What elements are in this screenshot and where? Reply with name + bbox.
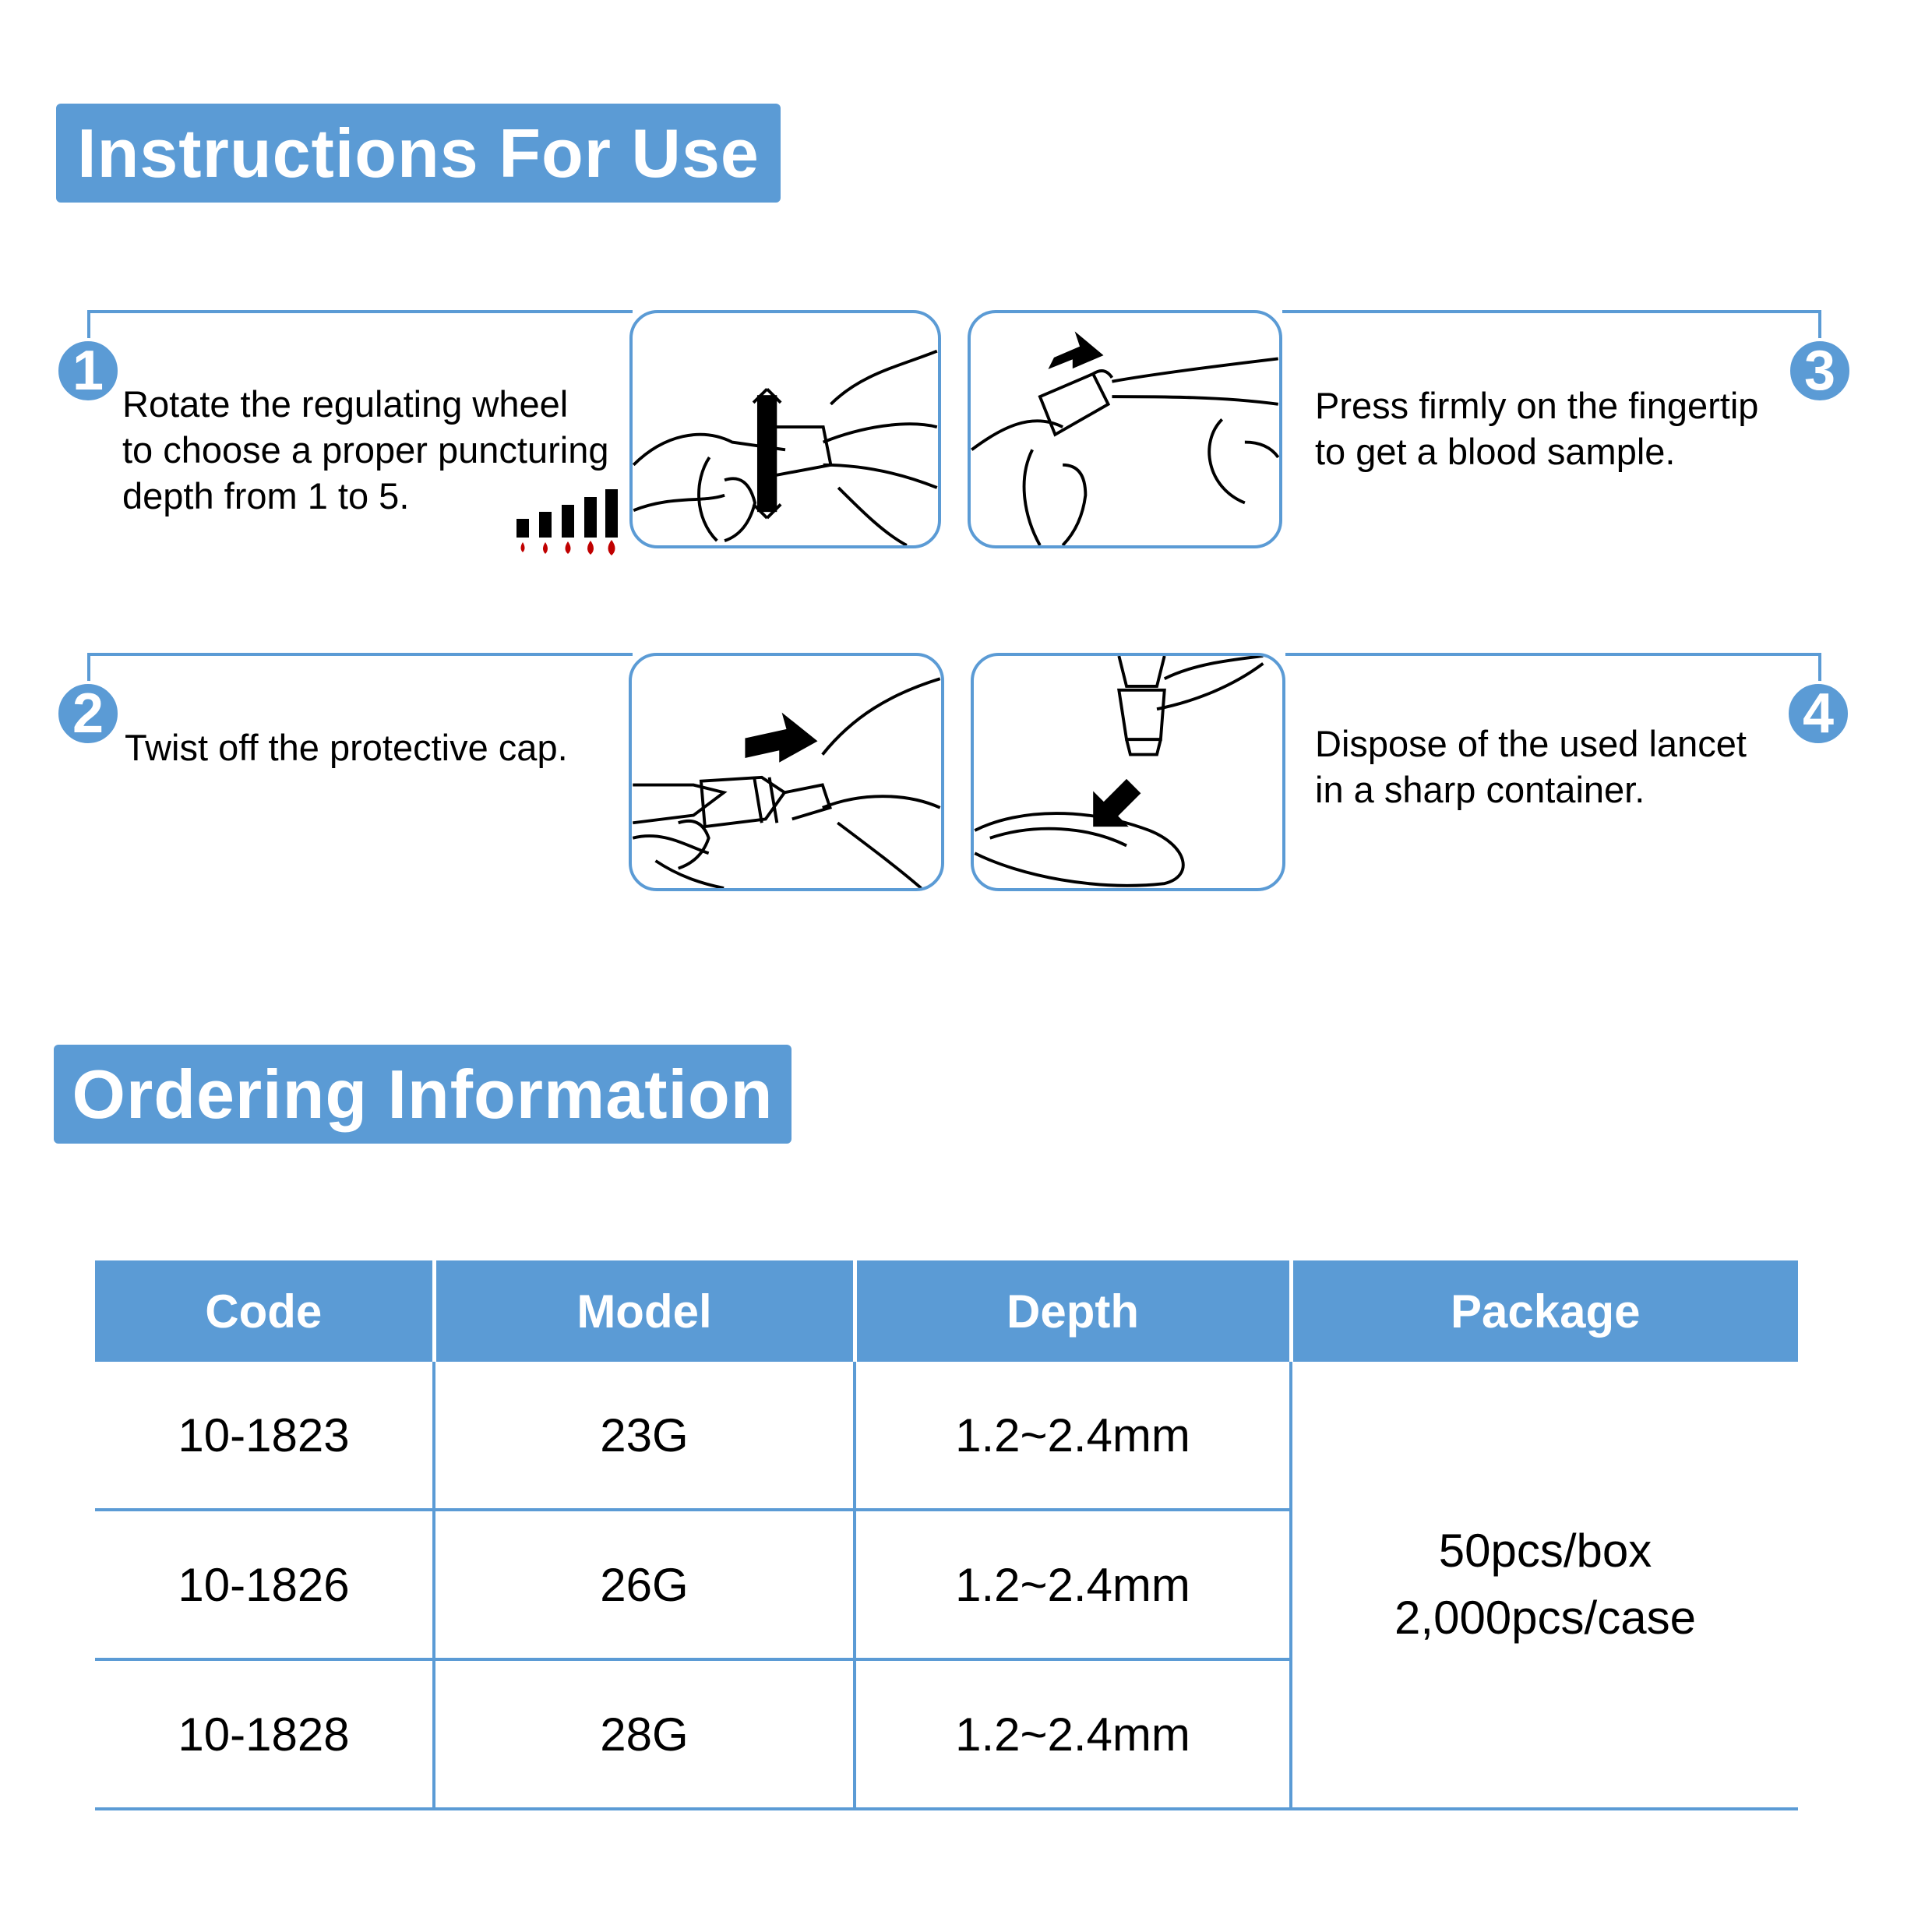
depth-levels-icon: [514, 486, 619, 558]
ordering-table: [95, 1260, 1798, 1810]
step-1-line-1: Rotate the regulating wheel: [122, 383, 569, 425]
step-4-illustration: [971, 653, 1285, 891]
table-header-row: [95, 1260, 1798, 1362]
step-4-rule: [1285, 653, 1821, 656]
cell-code: 10-1826: [95, 1510, 434, 1659]
cell-depth: 1.2~2.4mm: [855, 1510, 1291, 1659]
header-code: Code: [95, 1260, 434, 1362]
step-2-line-1: Twist off the protective cap.: [125, 727, 568, 768]
step-1-rule: [87, 310, 633, 313]
cell-code: 10-1828: [95, 1659, 434, 1809]
cell-model: 28G: [434, 1659, 855, 1809]
package-case: 2,000pcs/case: [1394, 1592, 1696, 1644]
header-package: Package: [1291, 1260, 1798, 1362]
step-2-text: [125, 724, 568, 770]
cell-depth: 1.2~2.4mm: [855, 1362, 1291, 1510]
step-1-number-badge: 1: [55, 338, 121, 404]
step-4-text: [1315, 721, 1747, 813]
cell-depth: 1.2~2.4mm: [855, 1659, 1291, 1809]
step-4-line-2: in a sharp container.: [1315, 769, 1645, 810]
step-2-number-badge: 2: [55, 681, 121, 746]
package-box: 50pcs/box: [1438, 1525, 1652, 1577]
step-1-line-2: to choose a proper puncturing: [122, 429, 609, 471]
cell-code: 10-1823: [95, 1362, 434, 1510]
header-depth: Depth: [855, 1260, 1291, 1362]
instructions-title: Instructions For Use: [56, 104, 781, 203]
step-2-rule: [87, 653, 633, 656]
cell-package: [1291, 1362, 1798, 1809]
ordering-title: Ordering Information: [54, 1045, 791, 1144]
header-model: Model: [434, 1260, 855, 1362]
step-3-line-1: Press firmly on the fingertip: [1315, 385, 1759, 426]
step-3-number-badge: 3: [1787, 338, 1853, 404]
table-row: [95, 1362, 1798, 1510]
step-3-text: [1315, 383, 1758, 474]
step-3-line-2: to get a blood sample.: [1315, 431, 1676, 472]
step-1-line-3: depth from 1 to 5.: [122, 475, 410, 516]
step-2-illustration: [629, 653, 944, 891]
cell-model: 26G: [434, 1510, 855, 1659]
step-1-illustration: [629, 310, 941, 548]
step-4-line-1: Dispose of the used lancet: [1315, 723, 1747, 764]
cell-model: 23G: [434, 1362, 855, 1510]
step-3-illustration: [968, 310, 1282, 548]
step-4-number-badge: 4: [1786, 681, 1851, 746]
step-3-rule: [1282, 310, 1821, 313]
